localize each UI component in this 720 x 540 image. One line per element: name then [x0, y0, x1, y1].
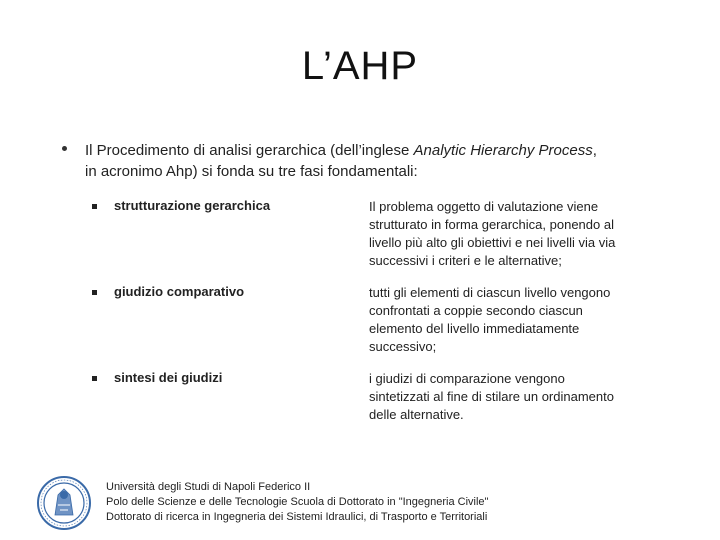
footer-line-doctorate: Dottorato di ricerca in Ingegneria dei Sistemi Idraulici, di Trasporto e Territoriali	[106, 511, 488, 523]
square-bullet-icon	[92, 204, 97, 209]
square-bullet-icon	[92, 376, 97, 381]
footer-text	[106, 480, 488, 525]
step-description: Il problema oggetto di valutazione viene strutturato in forma gerarchica, ponendo al livello più alto gli obiettivi e nei livelli via via successivi i criteri e le alternative;	[369, 199, 616, 268]
step-label: giudizio comparativo	[114, 284, 245, 299]
step-label: strutturazione gerarchica	[114, 198, 271, 213]
intro-text-line2: in acronimo Ahp) si fonda su tre fasi fondamentali:	[85, 163, 418, 180]
step-label: sintesi dei giudizi	[114, 370, 223, 385]
footer-line-school: Polo delle Scienze e delle Tecnologie Scuola di Dottorato in "Ingegneria Civile"	[106, 496, 489, 508]
intro-text-italic: Analytic Hierarchy Process	[413, 142, 593, 159]
square-bullet-icon	[92, 290, 97, 295]
footer	[0, 472, 720, 532]
intro-text-part1: Il Procedimento di analisi gerarchica (dell’inglese	[85, 142, 414, 159]
university-seal-icon	[36, 475, 92, 531]
step-description: tutti gli elementi di ciascun livello vengono confrontati a coppie secondo ciascun elemento del livello immediatamente successivo;	[369, 285, 611, 354]
step-description: i giudizi di comparazione vengono sintetizzati al fine di stilare un ordinamento delle alternative.	[369, 371, 614, 422]
intro-paragraph	[60, 140, 600, 182]
round-bullet-icon	[62, 146, 67, 151]
slide-title: L’AHP	[301, 44, 419, 88]
footer-line-university: Università degli Studi di Napoli Federico II	[106, 481, 311, 493]
slide-content	[60, 140, 616, 422]
intro-text-part2: ,	[592, 142, 597, 159]
